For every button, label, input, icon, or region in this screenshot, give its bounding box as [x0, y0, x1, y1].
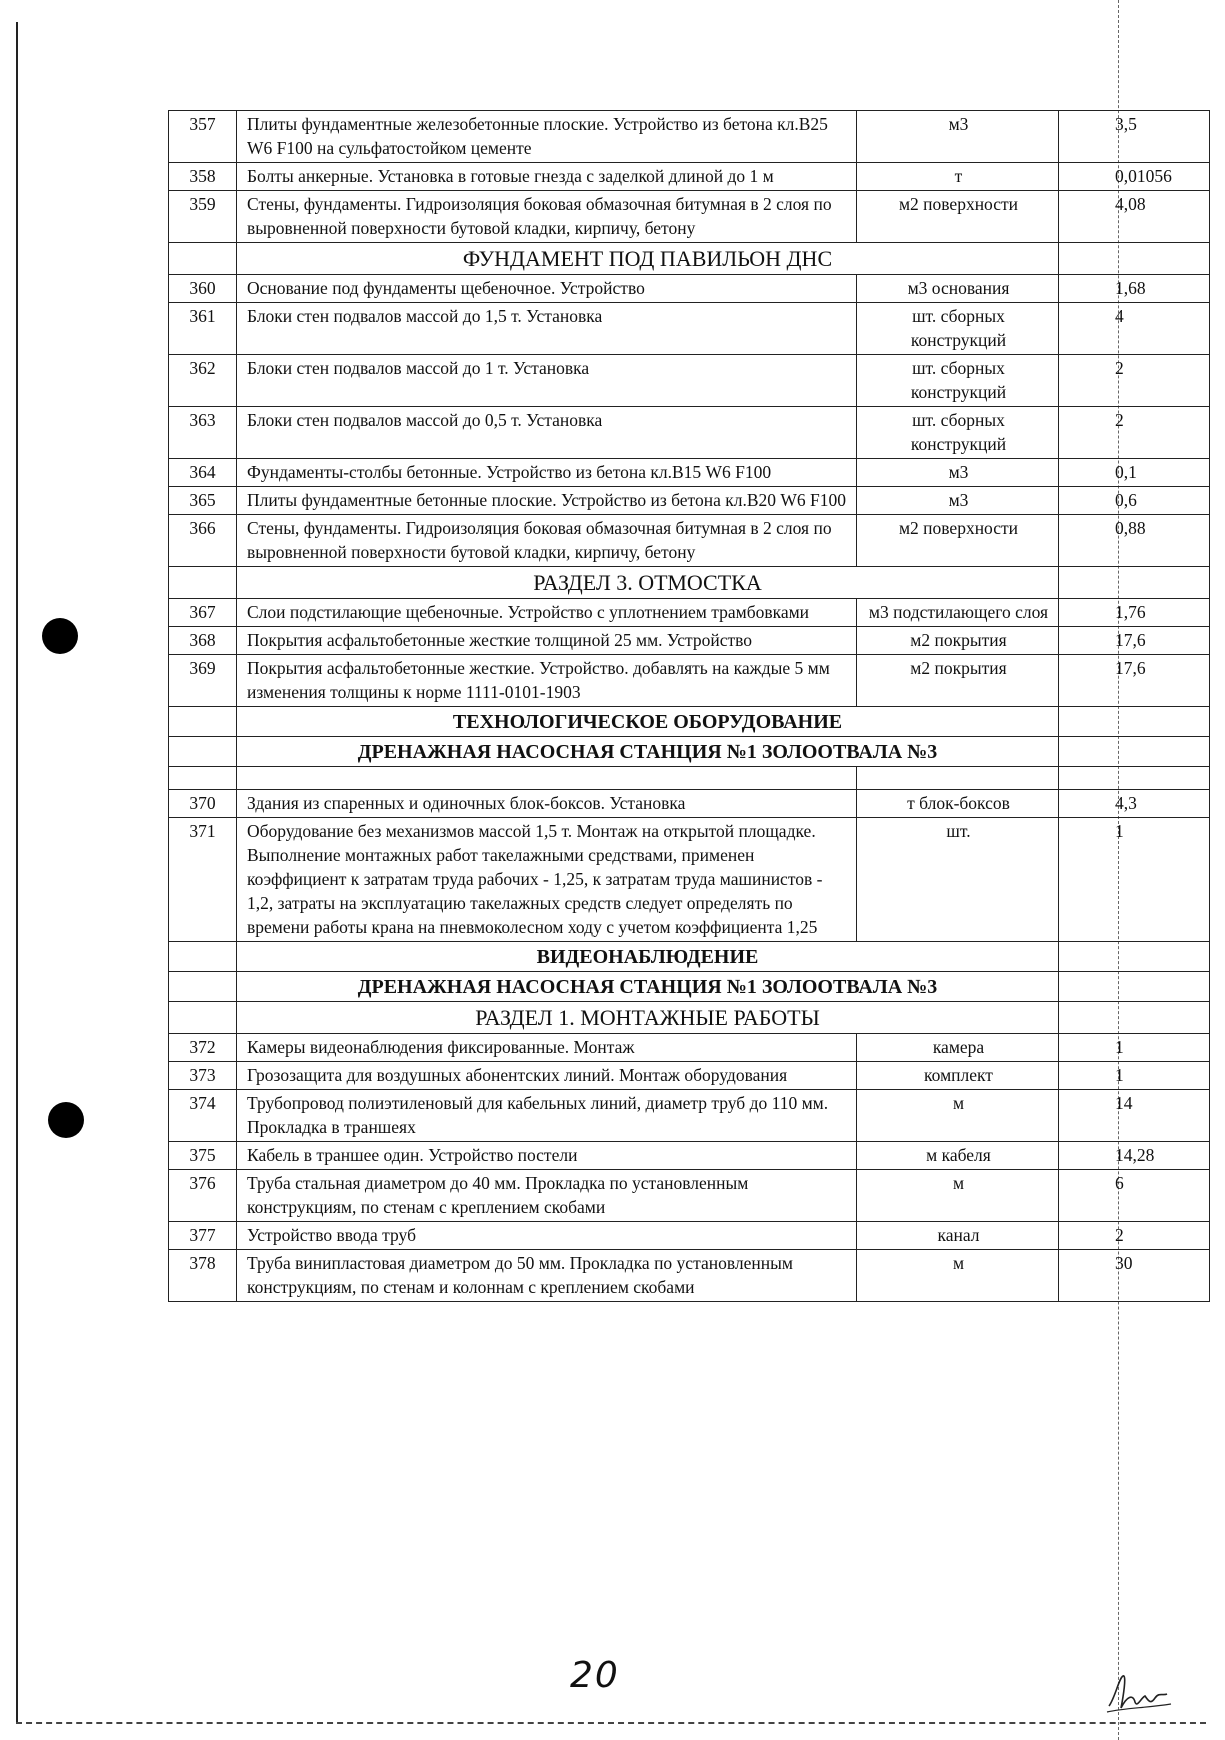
row-description: Труба стальная диаметром до 40 мм. Прокладка по установленным конструкциям, по стенам с креплением скобами [237, 1170, 857, 1222]
row-number: 367 [169, 599, 237, 627]
section-title: РАЗДЕЛ 1. МОНТАЖНЫЕ РАБОТЫ [237, 1002, 1059, 1034]
empty-qty-cell [1059, 767, 1210, 790]
row-quantity: 0,1 [1059, 459, 1210, 487]
row-number: 358 [169, 163, 237, 191]
row-quantity: 0,01056 [1059, 163, 1210, 191]
row-number: 373 [169, 1062, 237, 1090]
heading-num-cell [169, 567, 237, 599]
row-unit: шт. [857, 818, 1059, 942]
table-row [169, 1142, 1210, 1170]
row-quantity: 0,88 [1059, 515, 1210, 567]
section-row [169, 567, 1210, 599]
row-number: 375 [169, 1142, 237, 1170]
row-number: 370 [169, 790, 237, 818]
page-frame-bottom [16, 1722, 1206, 1724]
row-number: 365 [169, 487, 237, 515]
row-description: Плиты фундаментные железобетонные плоские. Устройство из бетона кл.В25 W6 F100 на сульфатостойком цементе [237, 111, 857, 163]
row-quantity: 4 [1059, 303, 1210, 355]
row-description: Покрытия асфальтобетонные жесткие толщиной 25 мм. Устройство [237, 627, 857, 655]
row-number: 359 [169, 191, 237, 243]
table-row [169, 1222, 1210, 1250]
row-quantity: 14,28 [1059, 1142, 1210, 1170]
estimate-table [168, 110, 1210, 1302]
row-description: Грозозащита для воздушных абонентских линий. Монтаж оборудования [237, 1062, 857, 1090]
empty-desc-cell [237, 767, 857, 790]
row-quantity: 1 [1059, 1062, 1210, 1090]
row-description: Блоки стен подвалов массой до 0,5 т. Установка [237, 407, 857, 459]
row-number: 377 [169, 1222, 237, 1250]
row-number: 357 [169, 111, 237, 163]
heading-num-cell [169, 737, 237, 767]
row-unit: т [857, 163, 1059, 191]
table-row [169, 1170, 1210, 1222]
row-quantity: 17,6 [1059, 655, 1210, 707]
row-description: Стены, фундаменты. Гидроизоляция боковая обмазочная битумная в 2 слоя по выровненной поверхности бутовой кладки, кирпичу, бетону [237, 191, 857, 243]
row-quantity: 6 [1059, 1170, 1210, 1222]
row-quantity: 4,08 [1059, 191, 1210, 243]
row-description: Основание под фундаменты щебеночное. Устройство [237, 275, 857, 303]
row-number: 361 [169, 303, 237, 355]
row-description: Оборудование без механизмов массой 1,5 т. Монтаж на открытой площадке. Выполнение монтажных работ такелажными средствами, применен коэффициент к затратам труда рабочих - 1,25, к затратам труда машинистов - 1,2, затраты на эксплуатацию такелажных средств следует определять по времени работы крана на пневмоколесном ходу с учетом коэффициента 1,25 [237, 818, 857, 942]
table-row [169, 275, 1210, 303]
row-description: Слои подстилающие щебеночные. Устройство с уплотнением трамбовками [237, 599, 857, 627]
row-unit: шт. сборных конструкций [857, 407, 1059, 459]
heading-row [169, 972, 1210, 1002]
row-description: Устройство ввода труб [237, 1222, 857, 1250]
table-row [169, 599, 1210, 627]
section-title: ФУНДАМЕНТ ПОД ПАВИЛЬОН ДНС [237, 243, 1059, 275]
row-number: 363 [169, 407, 237, 459]
heading-num-cell [169, 1002, 237, 1034]
row-number: 368 [169, 627, 237, 655]
estimate-table-body [169, 111, 1210, 1302]
empty-row [169, 767, 1210, 790]
table-row [169, 163, 1210, 191]
heading-title: ТЕХНОЛОГИЧЕСКОЕ ОБОРУДОВАНИЕ [237, 707, 1059, 737]
table-row [169, 818, 1210, 942]
heading-num-cell [169, 707, 237, 737]
table-row [169, 1250, 1210, 1302]
row-unit: м [857, 1090, 1059, 1142]
empty-num-cell [169, 767, 237, 790]
table-row [169, 459, 1210, 487]
section-row [169, 1002, 1210, 1034]
row-unit: м [857, 1250, 1059, 1302]
binder-hole [48, 1102, 84, 1138]
row-quantity: 17,6 [1059, 627, 1210, 655]
heading-num-cell [169, 942, 237, 972]
row-number: 371 [169, 818, 237, 942]
row-quantity: 30 [1059, 1250, 1210, 1302]
row-number: 360 [169, 275, 237, 303]
heading-qty-cell [1059, 707, 1210, 737]
heading-qty-cell [1059, 942, 1210, 972]
heading-title: ДРЕНАЖНАЯ НАСОСНАЯ СТАНЦИЯ №1 ЗОЛООТВАЛА №3 [237, 737, 1059, 767]
heading-qty-cell [1059, 567, 1210, 599]
table-row [169, 627, 1210, 655]
heading-qty-cell [1059, 1002, 1210, 1034]
row-quantity: 3,5 [1059, 111, 1210, 163]
row-quantity: 4,3 [1059, 790, 1210, 818]
row-quantity: 14 [1059, 1090, 1210, 1142]
row-unit: комплект [857, 1062, 1059, 1090]
row-description: Блоки стен подвалов массой до 1,5 т. Установка [237, 303, 857, 355]
signature-mark [1105, 1668, 1175, 1723]
row-number: 369 [169, 655, 237, 707]
row-quantity: 2 [1059, 1222, 1210, 1250]
row-number: 378 [169, 1250, 237, 1302]
row-unit: шт. сборных конструкций [857, 355, 1059, 407]
row-quantity: 2 [1059, 407, 1210, 459]
section-title: РАЗДЕЛ 3. ОТМОСТКА [237, 567, 1059, 599]
heading-num-cell [169, 243, 237, 275]
row-unit: м2 поверхности [857, 191, 1059, 243]
row-unit: м3 подстилающего слоя [857, 599, 1059, 627]
row-unit: м3 [857, 459, 1059, 487]
row-quantity: 1 [1059, 818, 1210, 942]
row-unit: м2 покрытия [857, 655, 1059, 707]
row-description: Трубопровод полиэтиленовый для кабельных линий, диаметр труб до 110 мм. Прокладка в траншеях [237, 1090, 857, 1142]
row-number: 376 [169, 1170, 237, 1222]
heading-qty-cell [1059, 243, 1210, 275]
row-description: Труба винипластовая диаметром до 50 мм. Прокладка по установленным конструкциям, по стенам и колоннам с креплением скобами [237, 1250, 857, 1302]
row-unit: м2 покрытия [857, 627, 1059, 655]
heading-row [169, 707, 1210, 737]
heading-num-cell [169, 972, 237, 1002]
row-description: Покрытия асфальтобетонные жесткие. Устройство. добавлять на каждые 5 мм изменения толщины к норме 1111-0101-1903 [237, 655, 857, 707]
table-row [169, 191, 1210, 243]
row-unit: т блок-боксов [857, 790, 1059, 818]
table-row [169, 1034, 1210, 1062]
table-row [169, 487, 1210, 515]
row-unit: камера [857, 1034, 1059, 1062]
section-row [169, 243, 1210, 275]
page-number: 20 [570, 1655, 620, 1696]
table-row [169, 1062, 1210, 1090]
row-unit: канал [857, 1222, 1059, 1250]
page-frame-left [16, 22, 18, 1722]
row-description: Кабель в траншее один. Устройство постели [237, 1142, 857, 1170]
table-row [169, 303, 1210, 355]
row-number: 364 [169, 459, 237, 487]
table-row [169, 1090, 1210, 1142]
row-number: 374 [169, 1090, 237, 1142]
row-description: Камеры видеонаблюдения фиксированные. Монтаж [237, 1034, 857, 1062]
row-quantity: 0,6 [1059, 487, 1210, 515]
table-row [169, 790, 1210, 818]
row-description: Здания из спаренных и одиночных блок-боксов. Установка [237, 790, 857, 818]
table-row [169, 111, 1210, 163]
heading-qty-cell [1059, 972, 1210, 1002]
row-unit: м3 [857, 111, 1059, 163]
heading-qty-cell [1059, 737, 1210, 767]
row-number: 372 [169, 1034, 237, 1062]
row-unit: м [857, 1170, 1059, 1222]
empty-unit-cell [857, 767, 1059, 790]
row-unit: м кабеля [857, 1142, 1059, 1170]
row-description: Стены, фундаменты. Гидроизоляция боковая обмазочная битумная в 2 слоя по выровненной поверхности бутовой кладки, кирпичу, бетону [237, 515, 857, 567]
row-unit: шт. сборных конструкций [857, 303, 1059, 355]
row-unit: м2 поверхности [857, 515, 1059, 567]
table-row [169, 355, 1210, 407]
row-quantity: 2 [1059, 355, 1210, 407]
table-row [169, 407, 1210, 459]
row-quantity: 1,68 [1059, 275, 1210, 303]
binder-hole [42, 618, 78, 654]
heading-row [169, 737, 1210, 767]
heading-row [169, 942, 1210, 972]
row-unit: м3 основания [857, 275, 1059, 303]
row-quantity: 1,76 [1059, 599, 1210, 627]
row-number: 362 [169, 355, 237, 407]
row-description: Фундаменты-столбы бетонные. Устройство из бетона кл.В15 W6 F100 [237, 459, 857, 487]
table-row [169, 655, 1210, 707]
row-quantity: 1 [1059, 1034, 1210, 1062]
row-description: Плиты фундаментные бетонные плоские. Устройство из бетона кл.В20 W6 F100 [237, 487, 857, 515]
row-description: Болты анкерные. Установка в готовые гнезда с заделкой длиной до 1 м [237, 163, 857, 191]
heading-title: ДРЕНАЖНАЯ НАСОСНАЯ СТАНЦИЯ №1 ЗОЛООТВАЛА №3 [237, 972, 1059, 1002]
row-number: 366 [169, 515, 237, 567]
table-row [169, 515, 1210, 567]
heading-title: ВИДЕОНАБЛЮДЕНИЕ [237, 942, 1059, 972]
row-description: Блоки стен подвалов массой до 1 т. Установка [237, 355, 857, 407]
row-unit: м3 [857, 487, 1059, 515]
